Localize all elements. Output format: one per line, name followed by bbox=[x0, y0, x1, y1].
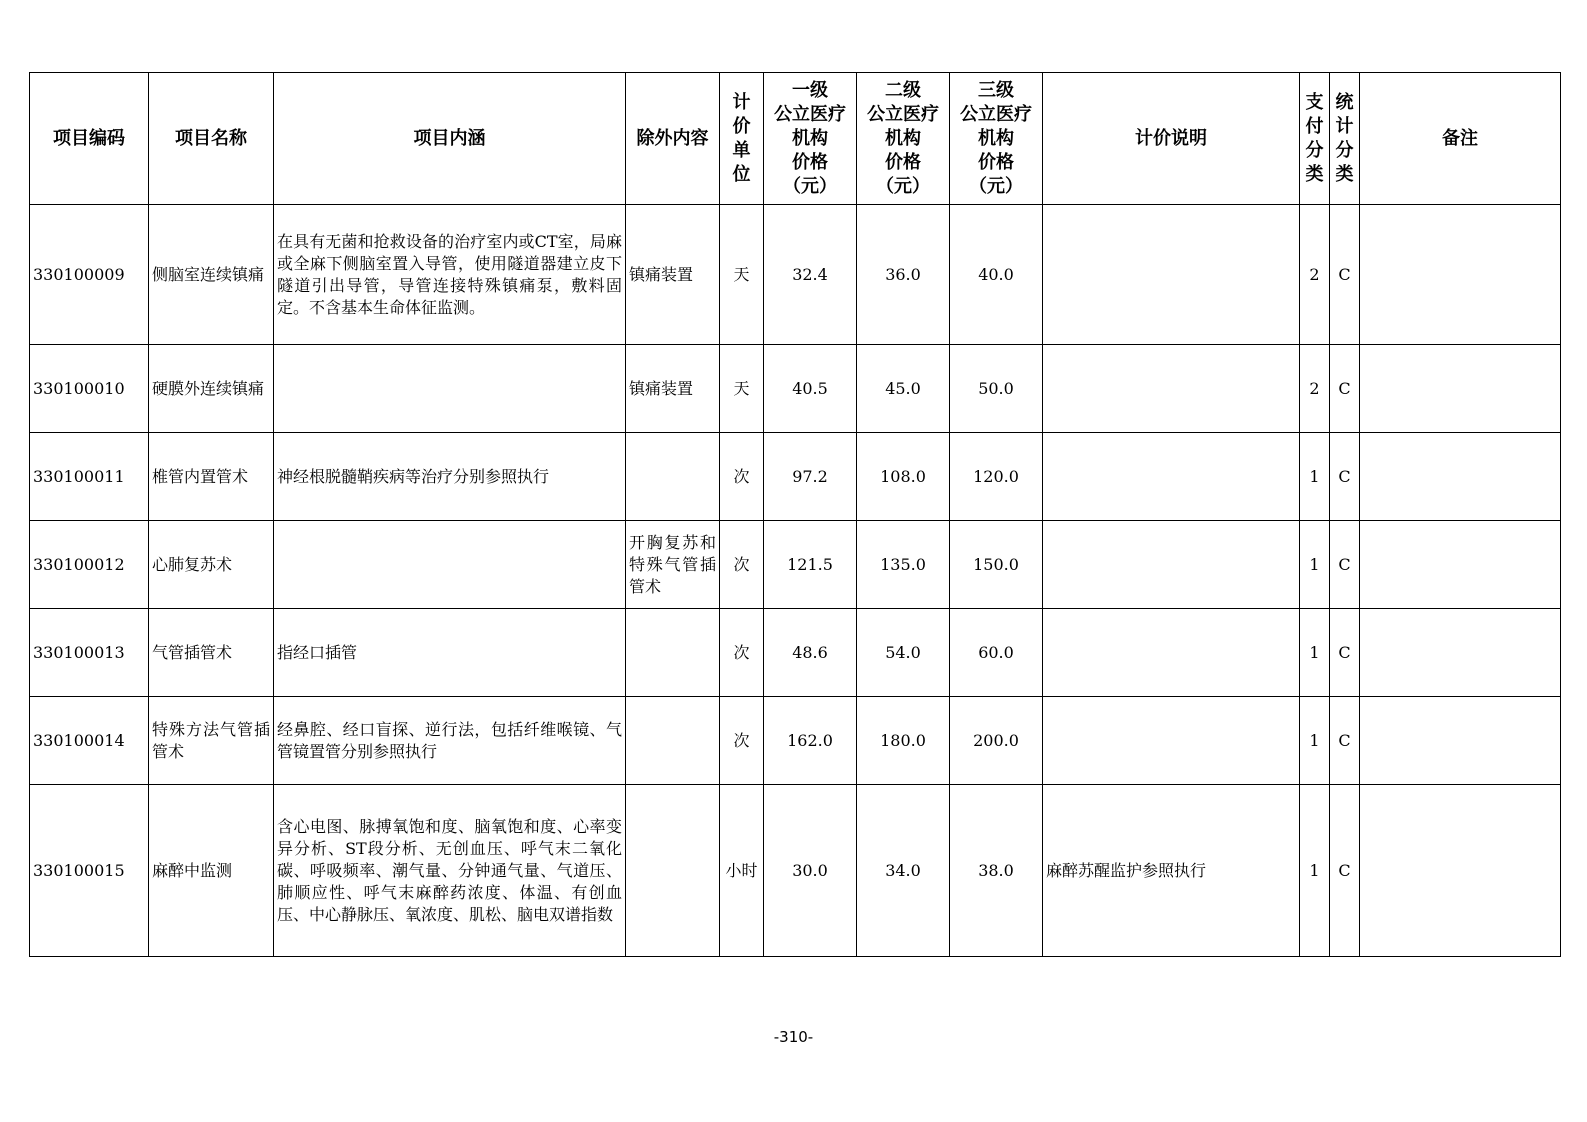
header-code: 项目编码 bbox=[30, 73, 149, 205]
item-remark bbox=[1360, 345, 1561, 433]
header-name: 项目名称 bbox=[149, 73, 274, 205]
item-pricing-note bbox=[1043, 433, 1300, 521]
fee-schedule-table bbox=[29, 72, 1561, 957]
item-name: 侧脑室连续镇痛 bbox=[149, 205, 274, 345]
item-price-level3: 50.0 bbox=[950, 345, 1043, 433]
item-unit: 次 bbox=[720, 697, 764, 785]
item-payment-category: 2 bbox=[1300, 345, 1330, 433]
item-name: 麻醉中监测 bbox=[149, 785, 274, 957]
item-name: 硬膜外连续镇痛 bbox=[149, 345, 274, 433]
table-row bbox=[30, 609, 1561, 697]
table-row bbox=[30, 697, 1561, 785]
item-excluded: 镇痛装置 bbox=[626, 205, 720, 345]
item-name: 气管插管术 bbox=[149, 609, 274, 697]
table-row bbox=[30, 521, 1561, 609]
header-row bbox=[30, 73, 1561, 205]
item-price-level3: 60.0 bbox=[950, 609, 1043, 697]
item-payment-category: 1 bbox=[1300, 609, 1330, 697]
table-row bbox=[30, 433, 1561, 521]
header-unit: 计 价 单 位 bbox=[720, 73, 764, 205]
item-price-level2: 34.0 bbox=[857, 785, 950, 957]
item-code: 330100015 bbox=[30, 785, 149, 957]
item-price-level2: 135.0 bbox=[857, 521, 950, 609]
item-excluded bbox=[626, 697, 720, 785]
header-excluded: 除外内容 bbox=[626, 73, 720, 205]
item-pricing-note bbox=[1043, 609, 1300, 697]
item-price-level2: 45.0 bbox=[857, 345, 950, 433]
header-price-level2: 二级 公立医疗 机构 价格 （元） bbox=[857, 73, 950, 205]
item-unit: 次 bbox=[720, 521, 764, 609]
item-price-level2: 108.0 bbox=[857, 433, 950, 521]
item-content: 在具有无菌和抢救设备的治疗室内或CT室，局麻或全麻下侧脑室置入导管，使用隧道器建立皮下隧道引出导管，导管连接特殊镇痛泵，敷料固定。不含基本生命体征监测。 bbox=[274, 205, 626, 345]
item-name: 椎管内置管术 bbox=[149, 433, 274, 521]
header-payment-category: 支 付 分 类 bbox=[1300, 73, 1330, 205]
item-remark bbox=[1360, 785, 1561, 957]
item-statistics-category: C bbox=[1330, 785, 1360, 957]
item-pricing-note: 麻醉苏醒监护参照执行 bbox=[1043, 785, 1300, 957]
item-price-level3: 120.0 bbox=[950, 433, 1043, 521]
item-payment-category: 1 bbox=[1300, 785, 1330, 957]
item-content bbox=[274, 345, 626, 433]
header-price-level3: 三级 公立医疗 机构 价格 （元） bbox=[950, 73, 1043, 205]
item-payment-category: 1 bbox=[1300, 697, 1330, 785]
item-code: 330100009 bbox=[30, 205, 149, 345]
header-remark: 备注 bbox=[1360, 73, 1561, 205]
item-unit: 天 bbox=[720, 205, 764, 345]
item-price-level2: 54.0 bbox=[857, 609, 950, 697]
item-pricing-note bbox=[1043, 205, 1300, 345]
item-remark bbox=[1360, 205, 1561, 345]
item-statistics-category: C bbox=[1330, 521, 1360, 609]
item-unit: 次 bbox=[720, 433, 764, 521]
item-unit: 小时 bbox=[720, 785, 764, 957]
item-remark bbox=[1360, 697, 1561, 785]
item-unit: 天 bbox=[720, 345, 764, 433]
item-price-level1: 32.4 bbox=[764, 205, 857, 345]
item-payment-category: 2 bbox=[1300, 205, 1330, 345]
item-price-level1: 30.0 bbox=[764, 785, 857, 957]
item-unit: 次 bbox=[720, 609, 764, 697]
item-name: 特殊方法气管插管术 bbox=[149, 697, 274, 785]
item-statistics-category: C bbox=[1330, 697, 1360, 785]
item-payment-category: 1 bbox=[1300, 433, 1330, 521]
item-price-level2: 180.0 bbox=[857, 697, 950, 785]
item-code: 330100014 bbox=[30, 697, 149, 785]
item-price-level1: 121.5 bbox=[764, 521, 857, 609]
header-statistics-category: 统 计 分 类 bbox=[1330, 73, 1360, 205]
item-price-level3: 40.0 bbox=[950, 205, 1043, 345]
item-content: 经鼻腔、经口盲探、逆行法，包括纤维喉镜、气管镜置管分别参照执行 bbox=[274, 697, 626, 785]
item-code: 330100013 bbox=[30, 609, 149, 697]
table-row bbox=[30, 785, 1561, 957]
header-price-level1: 一级 公立医疗 机构 价格 （元） bbox=[764, 73, 857, 205]
item-statistics-category: C bbox=[1330, 433, 1360, 521]
item-excluded bbox=[626, 609, 720, 697]
item-content: 神经根脱髓鞘疾病等治疗分别参照执行 bbox=[274, 433, 626, 521]
item-statistics-category: C bbox=[1330, 345, 1360, 433]
table-row bbox=[30, 205, 1561, 345]
item-name: 心肺复苏术 bbox=[149, 521, 274, 609]
item-content: 指经口插管 bbox=[274, 609, 626, 697]
header-content: 项目内涵 bbox=[274, 73, 626, 205]
item-remark bbox=[1360, 609, 1561, 697]
item-price-level3: 200.0 bbox=[950, 697, 1043, 785]
item-price-level3: 38.0 bbox=[950, 785, 1043, 957]
item-code: 330100012 bbox=[30, 521, 149, 609]
item-content: 含心电图、脉搏氧饱和度、脑氧饱和度、心率变异分析、ST段分析、无创血压、呼气末二氧化碳、呼吸频率、潮气量、分钟通气量、气道压、肺顺应性、呼气末麻醉药浓度、体温、有创血压、中心静脉压、氧浓度、肌松、脑电双谱指数 bbox=[274, 785, 626, 957]
item-price-level2: 36.0 bbox=[857, 205, 950, 345]
item-excluded: 开胸复苏和特殊气管插管术 bbox=[626, 521, 720, 609]
item-pricing-note bbox=[1043, 521, 1300, 609]
item-excluded: 镇痛装置 bbox=[626, 345, 720, 433]
item-excluded bbox=[626, 433, 720, 521]
item-payment-category: 1 bbox=[1300, 521, 1330, 609]
item-code: 330100010 bbox=[30, 345, 149, 433]
item-price-level1: 48.6 bbox=[764, 609, 857, 697]
item-pricing-note bbox=[1043, 345, 1300, 433]
item-code: 330100011 bbox=[30, 433, 149, 521]
item-price-level1: 40.5 bbox=[764, 345, 857, 433]
header-pricing-note: 计价说明 bbox=[1043, 73, 1300, 205]
item-remark bbox=[1360, 521, 1561, 609]
item-price-level3: 150.0 bbox=[950, 521, 1043, 609]
item-price-level1: 162.0 bbox=[764, 697, 857, 785]
page-number: -310- bbox=[773, 1028, 814, 1046]
item-content bbox=[274, 521, 626, 609]
item-excluded bbox=[626, 785, 720, 957]
item-pricing-note bbox=[1043, 697, 1300, 785]
item-price-level1: 97.2 bbox=[764, 433, 857, 521]
table-row bbox=[30, 345, 1561, 433]
item-statistics-category: C bbox=[1330, 609, 1360, 697]
item-remark bbox=[1360, 433, 1561, 521]
item-statistics-category: C bbox=[1330, 205, 1360, 345]
